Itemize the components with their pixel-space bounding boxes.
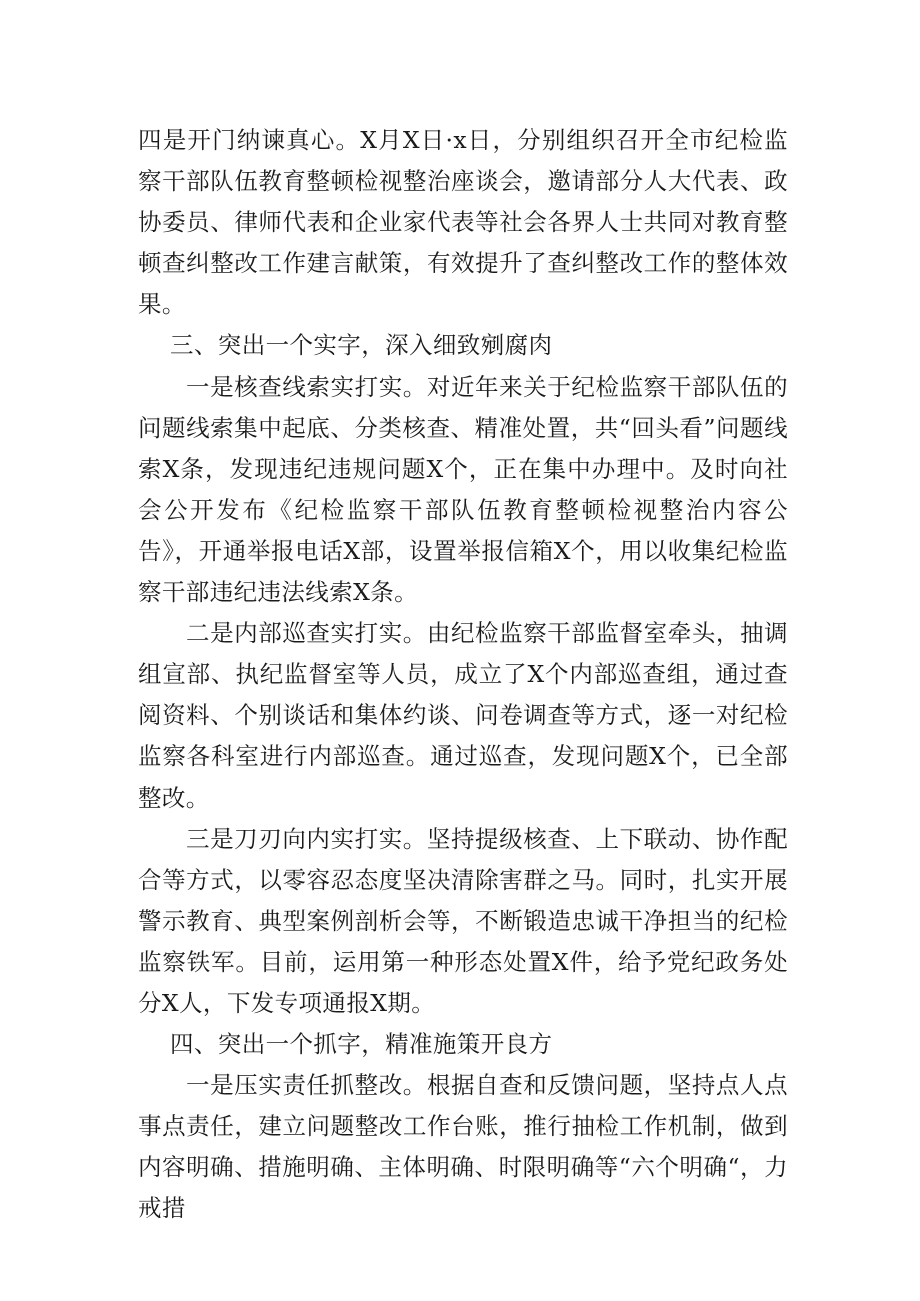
paragraph-blade-inward: 三是刀刃向内实打实。坚持提级核查、上下联动、协作配合等方式，以零容忍态度坚决清除害群之马。同时，扎实开展警示教育、典型案例剖析会等，不断锻造忠诚干净担当的纪检监察铁军。目前，运用第一种形态处置X件，给予党纪政务处分X人，下发专项通报X期。 (138, 824, 788, 1017)
section-heading-three: 三、突出一个实字，深入细致剜腐肉 (170, 331, 553, 360)
paragraph-open-door: 四是开门纳谏真心。X月X日·x日，分别组织召开全市纪检监察干部队伍教育整顿检视整治座谈会，邀请部分人大代表、政协委员、律师代表和企业家代表等社会各界人士共同对教育整顿查纠整改工作建言献策，有效提升了查纠整改工作的整体效果。 (138, 126, 788, 319)
paragraph-internal-inspection: 二是内部巡查实打实。由纪检监察干部监督室牵头，抽调组宣部、执纪监督室等人员，成立了X个内部巡查组，通过查阅资料、个别谈话和集体约谈、问卷调查等方式，逐一对纪检监察各科室进行内部巡查。通过巡查，发现问题X个，已全部整改。 (138, 619, 788, 812)
document-page (138, 120, 788, 1230)
section-heading-four: 四、突出一个抓字，精准施策开良方 (170, 1030, 553, 1059)
paragraph-responsibility-rectification: 一是压实责任抓整改。根据自查和反馈问题，坚持点人点事点责任，建立问题整改工作台账，推行抽检工作机制，做到内容明确、措施明确、主体明确、时限明确等“六个明确“，力戒措 (138, 1071, 788, 1223)
paragraph-clue-verification: 一是核查线索实打实。对近年来关于纪检监察干部队伍的问题线索集中起底、分类核查、精准处置，共“回头看”问题线索X条，发现违纪违规问题X个，正在集中办理中。及时向社会公开发布《纪检监察干部队伍教育整顿检视整治内容公告》，开通举报电话X部，设置举报信箱X个，用以收集纪检监察干部违纪违法线索X条。 (138, 372, 788, 607)
